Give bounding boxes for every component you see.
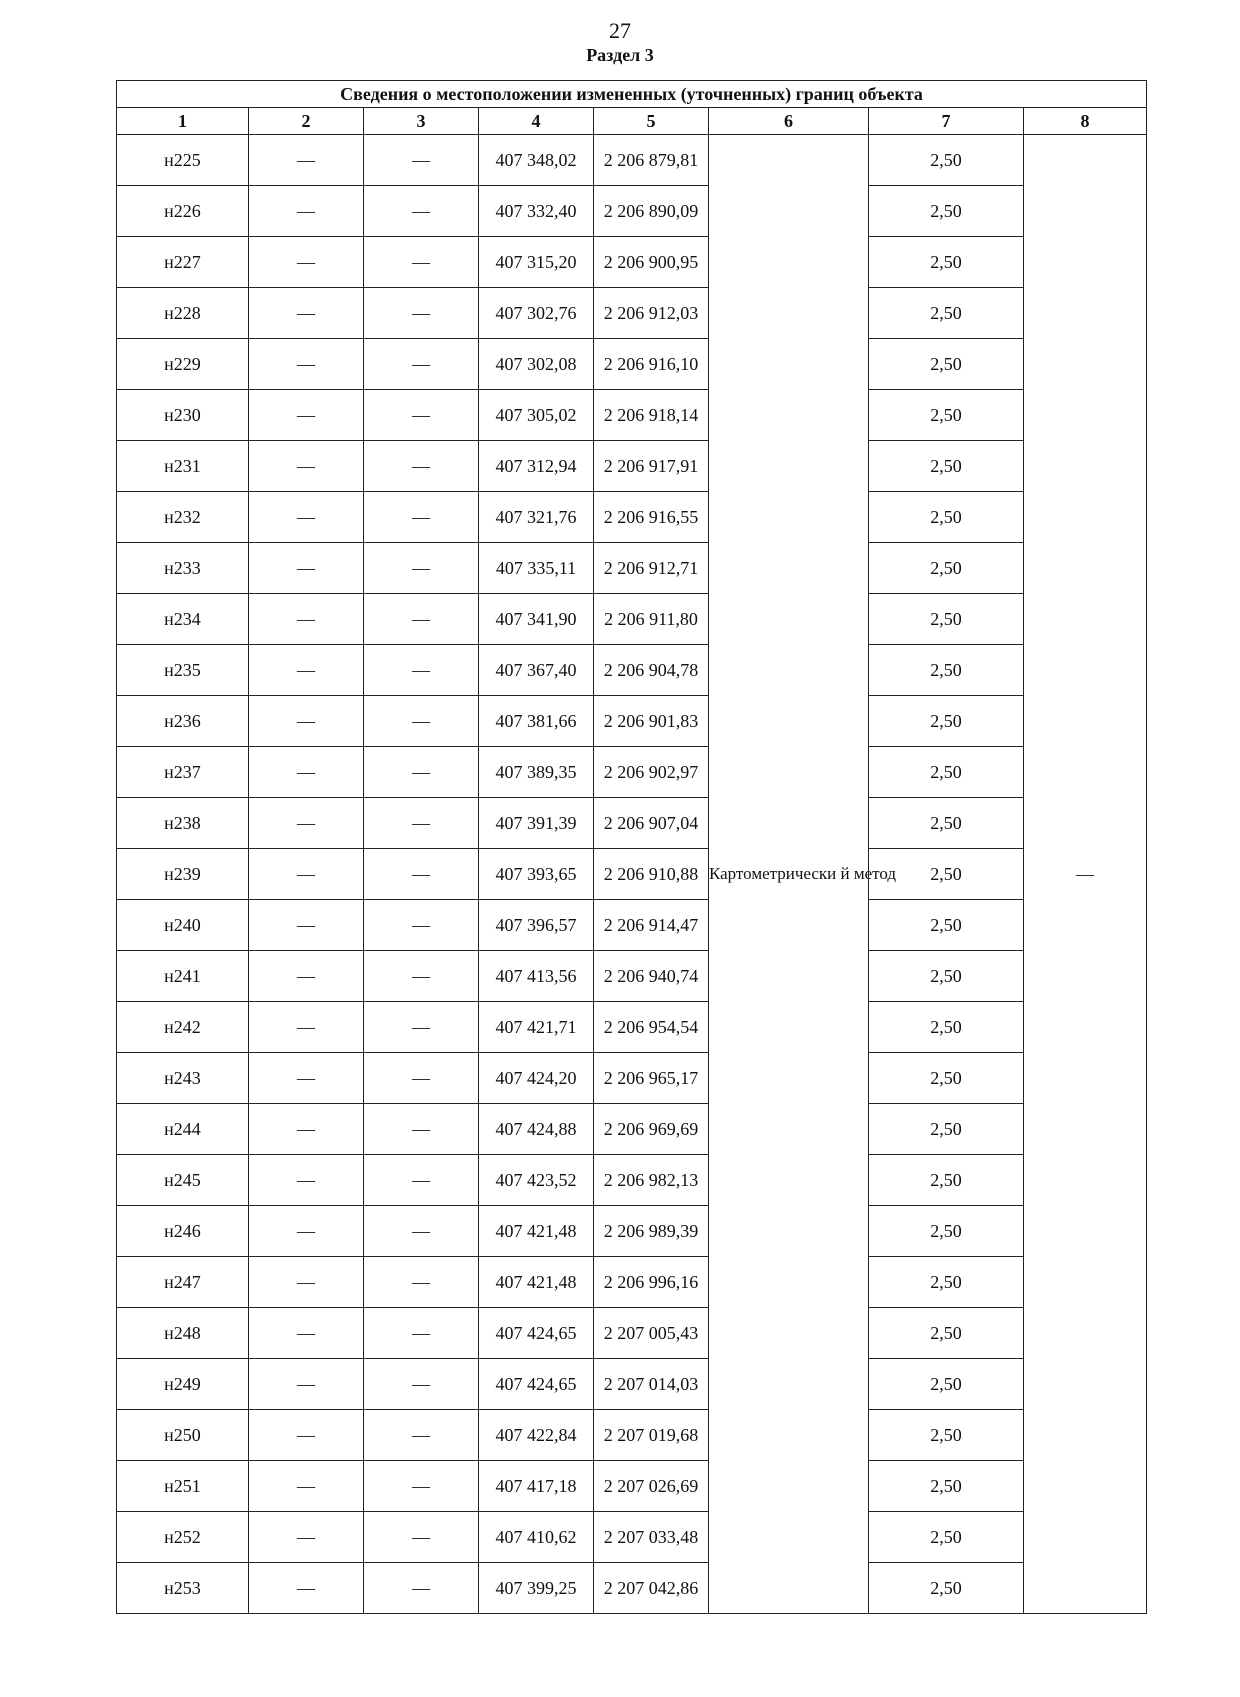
x-coordinate-cell: 407 321,76 — [479, 492, 594, 543]
table-row — [117, 186, 1147, 237]
column-header-7: 7 — [869, 108, 1024, 135]
x-coordinate-cell: 407 367,40 — [479, 645, 594, 696]
col3-cell: — — [364, 237, 479, 288]
accuracy-cell: 2,50 — [869, 1206, 1024, 1257]
column-header-2: 2 — [249, 108, 364, 135]
x-coordinate-cell: 407 348,02 — [479, 135, 594, 186]
col3-cell: — — [364, 1359, 479, 1410]
accuracy-cell: 2,50 — [869, 849, 1024, 900]
y-coordinate-cell: 2 206 911,80 — [594, 594, 709, 645]
table-row — [117, 798, 1147, 849]
y-coordinate-cell: 2 206 965,17 — [594, 1053, 709, 1104]
accuracy-cell: 2,50 — [869, 441, 1024, 492]
y-coordinate-cell: 2 207 019,68 — [594, 1410, 709, 1461]
y-coordinate-cell: 2 206 901,83 — [594, 696, 709, 747]
y-coordinate-cell: 2 206 954,54 — [594, 1002, 709, 1053]
x-coordinate-cell: 407 399,25 — [479, 1563, 594, 1614]
table-row — [117, 849, 1147, 900]
col3-cell: — — [364, 1308, 479, 1359]
x-coordinate-cell: 407 424,65 — [479, 1359, 594, 1410]
col3-cell: — — [364, 288, 479, 339]
col2-cell: — — [249, 288, 364, 339]
col2-cell: — — [249, 1206, 364, 1257]
x-coordinate-cell: 407 315,20 — [479, 237, 594, 288]
boundary-coordinates-table — [116, 80, 1147, 1614]
point-cell: н243 — [117, 1053, 249, 1104]
x-coordinate-cell: 407 396,57 — [479, 900, 594, 951]
col3-cell: — — [364, 1155, 479, 1206]
point-cell: н227 — [117, 237, 249, 288]
column-header-4: 4 — [479, 108, 594, 135]
table-row — [117, 1155, 1147, 1206]
col2-cell: — — [249, 1563, 364, 1614]
point-cell: н231 — [117, 441, 249, 492]
table-row — [117, 1308, 1147, 1359]
accuracy-cell: 2,50 — [869, 288, 1024, 339]
y-coordinate-cell: 2 206 916,55 — [594, 492, 709, 543]
y-coordinate-cell: 2 206 910,88 — [594, 849, 709, 900]
table-row — [117, 390, 1147, 441]
point-cell: н248 — [117, 1308, 249, 1359]
accuracy-cell: 2,50 — [869, 645, 1024, 696]
point-cell: н232 — [117, 492, 249, 543]
table-row — [117, 1206, 1147, 1257]
y-coordinate-cell: 2 207 014,03 — [594, 1359, 709, 1410]
x-coordinate-cell: 407 424,20 — [479, 1053, 594, 1104]
col3-cell: — — [364, 1104, 479, 1155]
x-coordinate-cell: 407 424,65 — [479, 1308, 594, 1359]
page-number: 27 — [609, 18, 631, 43]
col2-cell: — — [249, 1410, 364, 1461]
col3-cell: — — [364, 645, 479, 696]
y-coordinate-cell: 2 206 902,97 — [594, 747, 709, 798]
point-cell: н244 — [117, 1104, 249, 1155]
col2-cell: — — [249, 339, 364, 390]
y-coordinate-cell: 2 206 890,09 — [594, 186, 709, 237]
point-cell: н226 — [117, 186, 249, 237]
col2-cell: — — [249, 1461, 364, 1512]
accuracy-cell: 2,50 — [869, 1563, 1024, 1614]
table-row — [117, 1461, 1147, 1512]
x-coordinate-cell: 407 391,39 — [479, 798, 594, 849]
x-coordinate-cell: 407 332,40 — [479, 186, 594, 237]
col2-cell: — — [249, 747, 364, 798]
col3-cell: — — [364, 1002, 479, 1053]
x-coordinate-cell: 407 393,65 — [479, 849, 594, 900]
accuracy-cell: 2,50 — [869, 492, 1024, 543]
point-cell: н246 — [117, 1206, 249, 1257]
point-cell: н241 — [117, 951, 249, 1002]
y-coordinate-cell: 2 206 918,14 — [594, 390, 709, 441]
col2-cell: — — [249, 900, 364, 951]
col2-cell: — — [249, 951, 364, 1002]
accuracy-cell: 2,50 — [869, 390, 1024, 441]
table-row — [117, 135, 1147, 186]
col3-cell: — — [364, 339, 479, 390]
col3-cell: — — [364, 951, 479, 1002]
col2-cell: — — [249, 798, 364, 849]
accuracy-cell: 2,50 — [869, 1104, 1024, 1155]
table-row — [117, 594, 1147, 645]
y-coordinate-cell: 2 206 940,74 — [594, 951, 709, 1002]
y-coordinate-cell: 2 207 026,69 — [594, 1461, 709, 1512]
point-cell: н245 — [117, 1155, 249, 1206]
point-cell: н237 — [117, 747, 249, 798]
point-cell: н250 — [117, 1410, 249, 1461]
table-row — [117, 492, 1147, 543]
point-cell: н238 — [117, 798, 249, 849]
point-cell: н252 — [117, 1512, 249, 1563]
x-coordinate-cell: 407 417,18 — [479, 1461, 594, 1512]
column-header-3: 3 — [364, 108, 479, 135]
y-coordinate-cell: 2 206 914,47 — [594, 900, 709, 951]
x-coordinate-cell: 407 302,76 — [479, 288, 594, 339]
y-coordinate-cell: 2 207 005,43 — [594, 1308, 709, 1359]
col3-cell: — — [364, 696, 479, 747]
point-cell: н247 — [117, 1257, 249, 1308]
accuracy-cell: 2,50 — [869, 594, 1024, 645]
col2-cell: — — [249, 1002, 364, 1053]
table-row — [117, 1053, 1147, 1104]
accuracy-cell: 2,50 — [869, 1410, 1024, 1461]
col3-cell: — — [364, 441, 479, 492]
x-coordinate-cell: 407 302,08 — [479, 339, 594, 390]
y-coordinate-cell: 2 207 042,86 — [594, 1563, 709, 1614]
y-coordinate-cell: 2 206 989,39 — [594, 1206, 709, 1257]
col2-cell: — — [249, 492, 364, 543]
accuracy-cell: 2,50 — [869, 1002, 1024, 1053]
col2-cell: — — [249, 1104, 364, 1155]
table-row — [117, 900, 1147, 951]
x-coordinate-cell: 407 341,90 — [479, 594, 594, 645]
y-coordinate-cell: 2 206 904,78 — [594, 645, 709, 696]
y-coordinate-cell: 2 206 982,13 — [594, 1155, 709, 1206]
col3-cell: — — [364, 1461, 479, 1512]
point-cell: н225 — [117, 135, 249, 186]
y-coordinate-cell: 2 206 912,03 — [594, 288, 709, 339]
col2-cell: — — [249, 696, 364, 747]
col3-cell: — — [364, 849, 479, 900]
point-cell: н240 — [117, 900, 249, 951]
accuracy-cell: 2,50 — [869, 1308, 1024, 1359]
col3-cell: — — [364, 1053, 479, 1104]
section-title: Раздел 3 — [586, 45, 654, 65]
table-row — [117, 1257, 1147, 1308]
col3-cell: — — [364, 1257, 479, 1308]
column-header-5: 5 — [594, 108, 709, 135]
col2-cell: — — [249, 1308, 364, 1359]
col3-cell: — — [364, 1206, 479, 1257]
accuracy-cell: 2,50 — [869, 798, 1024, 849]
accuracy-cell: 2,50 — [869, 1512, 1024, 1563]
x-coordinate-cell: 407 410,62 — [479, 1512, 594, 1563]
x-coordinate-cell: 407 421,71 — [479, 1002, 594, 1053]
col3-cell: — — [364, 186, 479, 237]
table-row — [117, 543, 1147, 594]
y-coordinate-cell: 2 206 917,91 — [594, 441, 709, 492]
col2-cell: — — [249, 441, 364, 492]
point-cell: н233 — [117, 543, 249, 594]
accuracy-cell: 2,50 — [869, 135, 1024, 186]
y-coordinate-cell: 2 206 912,71 — [594, 543, 709, 594]
point-cell: н229 — [117, 339, 249, 390]
col2-cell: — — [249, 390, 364, 441]
point-cell: н234 — [117, 594, 249, 645]
x-coordinate-cell: 407 421,48 — [479, 1206, 594, 1257]
table-row — [117, 1359, 1147, 1410]
accuracy-cell: 2,50 — [869, 186, 1024, 237]
accuracy-cell: 2,50 — [869, 543, 1024, 594]
x-coordinate-cell: 407 389,35 — [479, 747, 594, 798]
table-row — [117, 237, 1147, 288]
x-coordinate-cell: 407 422,84 — [479, 1410, 594, 1461]
col3-cell: — — [364, 543, 479, 594]
col2-cell: — — [249, 1053, 364, 1104]
accuracy-cell: 2,50 — [869, 747, 1024, 798]
col3-cell: — — [364, 747, 479, 798]
column-header-8: 8 — [1024, 108, 1147, 135]
y-coordinate-cell: 2 207 033,48 — [594, 1512, 709, 1563]
table-row — [117, 696, 1147, 747]
accuracy-cell: 2,50 — [869, 1155, 1024, 1206]
col2-cell: — — [249, 645, 364, 696]
point-cell: н251 — [117, 1461, 249, 1512]
point-cell: н242 — [117, 1002, 249, 1053]
accuracy-cell: 2,50 — [869, 1053, 1024, 1104]
col2-cell: — — [249, 1359, 364, 1410]
point-cell: н253 — [117, 1563, 249, 1614]
col3-cell: — — [364, 1563, 479, 1614]
col2-cell: — — [249, 135, 364, 186]
column-header-1: 1 — [117, 108, 249, 135]
x-coordinate-cell: 407 335,11 — [479, 543, 594, 594]
x-coordinate-cell: 407 312,94 — [479, 441, 594, 492]
col3-cell: — — [364, 135, 479, 186]
x-coordinate-cell: 407 424,88 — [479, 1104, 594, 1155]
table-caption: Сведения о местоположении измененных (уточненных) границ объекта — [117, 81, 1147, 108]
col2-cell: — — [249, 1512, 364, 1563]
table-row — [117, 1563, 1147, 1614]
col2-cell: — — [249, 594, 364, 645]
table-row — [117, 441, 1147, 492]
point-cell: н228 — [117, 288, 249, 339]
col2-cell: — — [249, 186, 364, 237]
column-header-6: 6 — [709, 108, 869, 135]
col8-cell: — — [1024, 135, 1147, 1614]
col2-cell: — — [249, 237, 364, 288]
point-cell: н249 — [117, 1359, 249, 1410]
col2-cell: — — [249, 1257, 364, 1308]
col3-cell: — — [364, 390, 479, 441]
table-row — [117, 1104, 1147, 1155]
point-cell: н230 — [117, 390, 249, 441]
accuracy-cell: 2,50 — [869, 951, 1024, 1002]
table-row — [117, 1410, 1147, 1461]
y-coordinate-cell: 2 206 907,04 — [594, 798, 709, 849]
accuracy-cell: 2,50 — [869, 1257, 1024, 1308]
point-cell: н235 — [117, 645, 249, 696]
x-coordinate-cell: 407 381,66 — [479, 696, 594, 747]
accuracy-cell: 2,50 — [869, 237, 1024, 288]
accuracy-cell: 2,50 — [869, 1359, 1024, 1410]
x-coordinate-cell: 407 423,52 — [479, 1155, 594, 1206]
point-cell: н239 — [117, 849, 249, 900]
table-row — [117, 339, 1147, 390]
x-coordinate-cell: 407 421,48 — [479, 1257, 594, 1308]
y-coordinate-cell: 2 206 879,81 — [594, 135, 709, 186]
col2-cell: — — [249, 849, 364, 900]
table-row — [117, 288, 1147, 339]
col3-cell: — — [364, 492, 479, 543]
accuracy-cell: 2,50 — [869, 900, 1024, 951]
col3-cell: — — [364, 900, 479, 951]
y-coordinate-cell: 2 206 900,95 — [594, 237, 709, 288]
y-coordinate-cell: 2 206 996,16 — [594, 1257, 709, 1308]
col3-cell: — — [364, 1410, 479, 1461]
accuracy-cell: 2,50 — [869, 339, 1024, 390]
table-row — [117, 645, 1147, 696]
col2-cell: — — [249, 1155, 364, 1206]
method-cell: Картометрически й метод — [709, 135, 869, 1614]
table-row — [117, 747, 1147, 798]
point-cell: н236 — [117, 696, 249, 747]
accuracy-cell: 2,50 — [869, 1461, 1024, 1512]
y-coordinate-cell: 2 206 916,10 — [594, 339, 709, 390]
table-row — [117, 951, 1147, 1002]
col3-cell: — — [364, 1512, 479, 1563]
col2-cell: — — [249, 543, 364, 594]
col3-cell: — — [364, 798, 479, 849]
col3-cell: — — [364, 594, 479, 645]
y-coordinate-cell: 2 206 969,69 — [594, 1104, 709, 1155]
x-coordinate-cell: 407 305,02 — [479, 390, 594, 441]
accuracy-cell: 2,50 — [869, 696, 1024, 747]
table-row — [117, 1512, 1147, 1563]
x-coordinate-cell: 407 413,56 — [479, 951, 594, 1002]
table-row — [117, 1002, 1147, 1053]
